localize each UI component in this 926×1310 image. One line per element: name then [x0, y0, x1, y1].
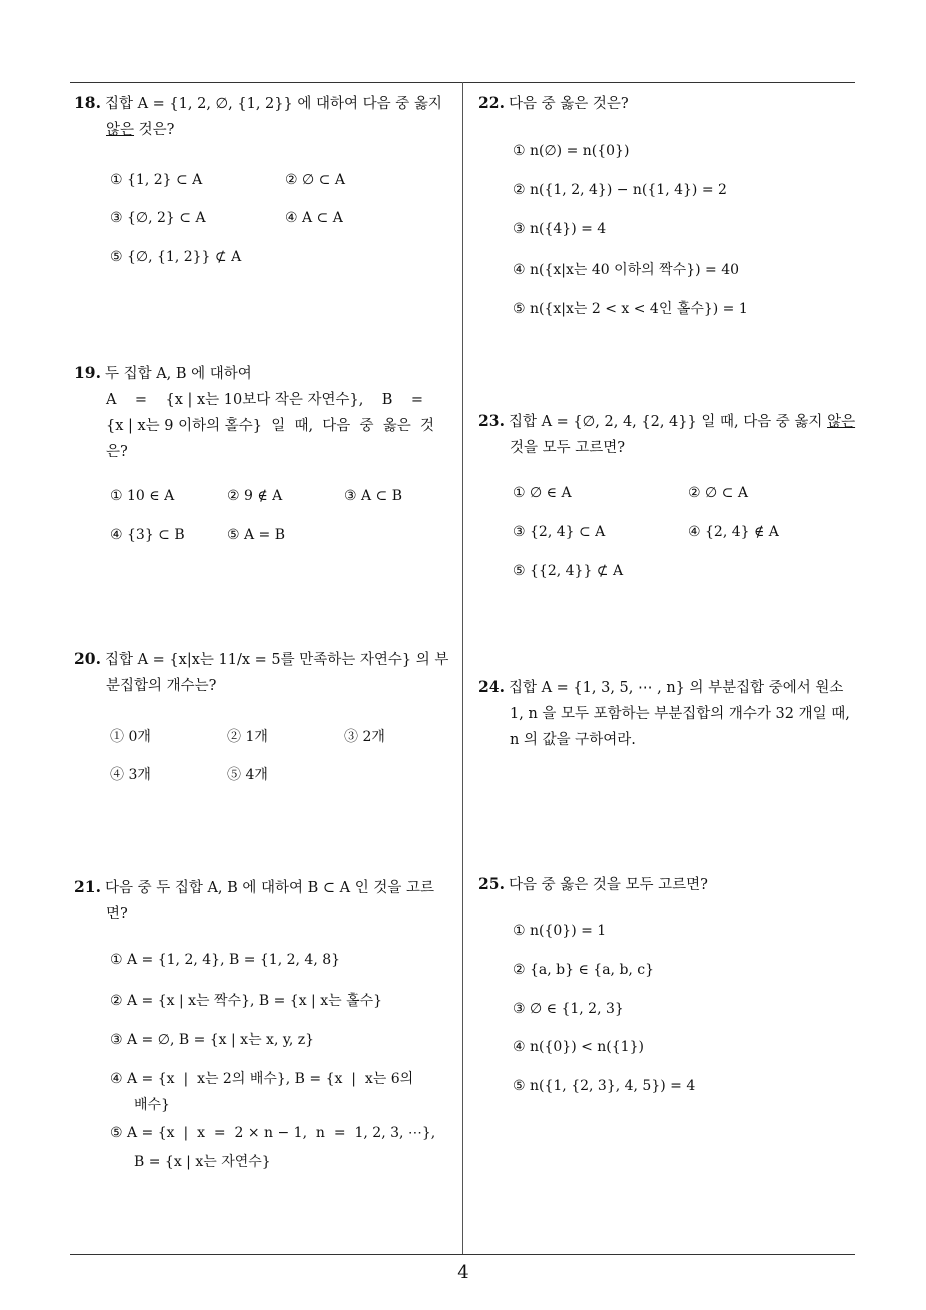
option-2: ② n({1, 2, 4}) − n({1, 4}) = 2: [513, 182, 727, 198]
question-number: 20.: [74, 649, 101, 668]
question-text: 집합 A = {1, 2, ∅, {1, 2}} 에 대하여 다음 중 옳지: [104, 96, 442, 112]
question-text: 집합 A = {x|x는 11/x = 5를 만족하는 자연수} 의 부: [104, 652, 449, 668]
option-5: ⑤ n({1, {2, 3}, 4, 5}) = 4: [513, 1078, 696, 1094]
option-1: ① 10 ∈ A: [110, 488, 175, 504]
option-4: ④ A ⊂ A: [285, 210, 343, 226]
question-text: n 의 값을 구하여라.: [510, 732, 636, 748]
option-5: ⑤ 4개: [227, 767, 268, 783]
option-5: ⑤ {{2, 4}} ⊄ A: [513, 563, 624, 579]
question-text: 다음 중 옳은 것을 모두 고르면?: [508, 877, 708, 893]
option-1: ① A = {1, 2, 4}, B = {1, 2, 4, 8}: [110, 952, 341, 968]
option-1: ① ∅ ∈ A: [513, 485, 572, 501]
question-text: 1, n 을 모두 포함하는 부분집합의 개수가 32 개일 때,: [510, 706, 850, 722]
question-text: 집합 A = {1, 3, 5, ⋯ , n} 의 부분집합 중에서 원소: [508, 680, 844, 696]
option-5: ⑤ A = B: [227, 527, 286, 543]
question-number: 23.: [478, 411, 505, 430]
option-3: ③ ∅ ∈ {1, 2, 3}: [513, 1001, 624, 1017]
option-4: ④ 3개: [110, 767, 151, 783]
option-3: ③ 2개: [344, 729, 385, 745]
question-24: [478, 674, 862, 753]
bottom-rule: [70, 1254, 855, 1255]
option-1: ① n(∅) = n({0}): [513, 143, 630, 159]
question-text: 분집합의 개수는?: [106, 678, 217, 694]
question-number: 22.: [478, 93, 505, 112]
question-text-underlined: 않은: [106, 122, 135, 138]
option-5: ⑤ n({x|x는 2 < x < 4인 홀수}) = 1: [513, 301, 748, 317]
option-3: ③ {∅, 2} ⊂ A: [110, 210, 206, 226]
option-1: ① n({0}) = 1: [513, 923, 607, 939]
option-2: ② ∅ ⊂ A: [688, 485, 748, 501]
question-number: 19.: [74, 363, 101, 382]
option-4-cont: 배수}: [134, 1097, 170, 1113]
question-text: 은?: [106, 444, 128, 460]
option-4: ④ n({0}) < n({1}): [513, 1039, 644, 1055]
option-2: ② ∅ ⊂ A: [285, 172, 345, 188]
option-2: ② A = {x | x는 짝수}, B = {x | x는 홀수}: [110, 993, 383, 1009]
question-22: [478, 90, 862, 117]
question-23: [478, 408, 862, 461]
question-text: 다음 중 두 집합 A, B 에 대하여 B ⊂ A 인 것을 고르: [104, 880, 435, 896]
option-4: ④ n({x|x는 40 이하의 짝수}) = 40: [513, 262, 740, 278]
question-19: [74, 360, 458, 465]
option-5: ⑤ A = {x | x = 2 × n − 1, n = 1, 2, 3, ⋯},: [110, 1125, 436, 1141]
option-2: ② 1개: [227, 729, 268, 745]
question-number: 24.: [478, 677, 505, 696]
question-20: [74, 646, 458, 699]
question-text: 것을 모두 고르면?: [510, 440, 626, 456]
page-number: 4: [457, 1262, 469, 1283]
option-2: ② 9 ∉ A: [227, 488, 283, 504]
option-4: ④ A = {x | x는 2의 배수}, B = {x | x는 6의: [110, 1071, 414, 1087]
question-text: A = {x | x는 10보다 작은 자연수}, B =: [106, 392, 424, 408]
question-text-underlined: 않은: [827, 414, 856, 430]
option-1: ① {1, 2} ⊂ A: [110, 172, 203, 188]
option-4: ④ {2, 4} ∉ A: [688, 524, 779, 540]
option-3: ③ A ⊂ B: [344, 488, 403, 504]
question-text: 것은?: [134, 122, 175, 138]
question-21: [74, 874, 458, 927]
column-divider: [462, 82, 463, 1254]
question-25: [478, 871, 862, 898]
question-text: 집합 A = {∅, 2, 4, {2, 4}} 일 때, 다음 중 옳지: [508, 414, 823, 430]
option-2: ② {a, b} ∈ {a, b, c}: [513, 962, 655, 978]
question-number: 18.: [74, 93, 101, 112]
question-18: [74, 90, 458, 143]
option-3: ③ n({4}) = 4: [513, 221, 607, 237]
question-text: 두 집합 A, B 에 대하여: [104, 366, 252, 382]
option-1: ① 0개: [110, 729, 151, 745]
option-5: ⑤ {∅, {1, 2}} ⊄ A: [110, 249, 242, 265]
question-text: 다음 중 옳은 것은?: [508, 96, 629, 112]
option-5-cont: B = {x | x는 자연수}: [134, 1154, 271, 1170]
option-4: ④ {3} ⊂ B: [110, 527, 185, 543]
question-number: 25.: [478, 874, 505, 893]
question-text: 면?: [106, 906, 128, 922]
option-3: ③ {2, 4} ⊂ A: [513, 524, 606, 540]
option-3: ③ A = ∅, B = {x | x는 x, y, z}: [110, 1032, 315, 1048]
question-number: 21.: [74, 877, 101, 896]
question-text: {x | x는 9 이하의 홀수} 일 때, 다음 중 옳은 것: [106, 418, 434, 434]
